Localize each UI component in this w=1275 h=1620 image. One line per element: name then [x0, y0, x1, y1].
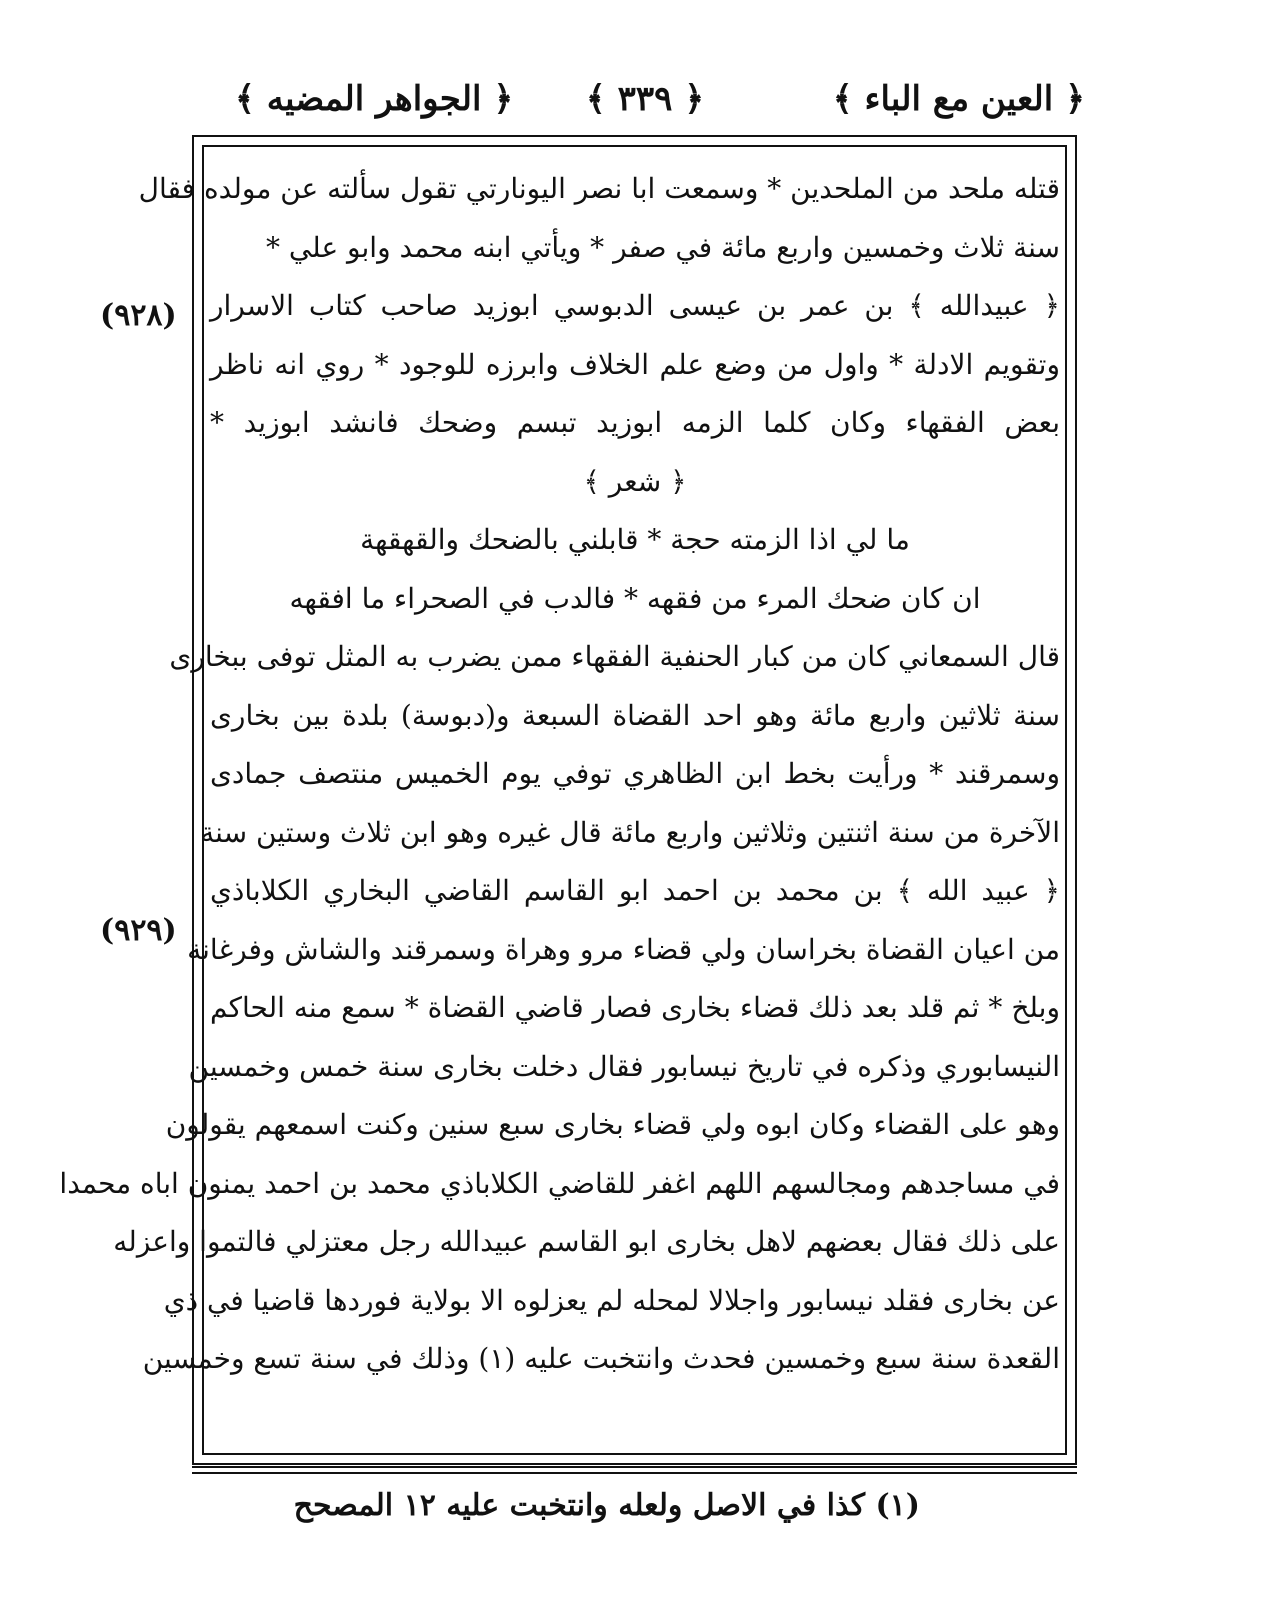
entry-heading-line: ﴿ عبيد الله ﴾ بن محمد بن احمد ابو القاسم القاضي البخاري الكلاباذي	[210, 874, 1060, 907]
poem-verse: ان كان ضحك المرء من فقهه * فالدب في الصحراء ما افقهه	[289, 581, 981, 615]
poem-heading: ﴿ شعر ﴾	[583, 464, 687, 498]
footnote-divider	[192, 1466, 1077, 1468]
footnote-divider	[192, 1472, 1077, 1474]
text-line: وسمرقند * ورأيت بخط ابن الظاهري توفي يوم الخميس منتصف جمادى	[210, 757, 1060, 790]
text-line: وتقويم الادلة * واول من وضع علم الخلاف وابرزه للوجود * روي انه ناظر	[210, 347, 1060, 381]
text-line: على ذلك فقال بعضهم لاهل بخارى ابو القاسم عبيدالله رجل معتزلي فالتموا واعزله	[113, 1225, 1060, 1258]
text-line: الآخرة من سنة اثنتين وثلاثين واربع مائة قال غيره وهو ابن ثلاث وستين سنة	[200, 815, 1060, 849]
running-header	[205, 78, 1085, 130]
entry-number-929: (٩٢٩)	[100, 913, 177, 948]
text-line: وهو على القضاء وكان ابوه ولي قضاء بخارى سبع سنين وكنت اسمعهم يقولون	[165, 1108, 1060, 1141]
poem-verse: ما لي اذا الزمته حجة * قابلني بالضحك والقهقهة	[360, 523, 910, 556]
entry-heading-line: ﴿ عبيدالله ﴾ بن عمر بن عيسى الدبوسي ابوزيد صاحب كتاب الاسرار	[210, 289, 1060, 322]
footnote: (١) كذا في الاصل ولعله وانتخبت عليه ١٢ المصحح	[293, 1488, 920, 1523]
page-number: ﴿ ٣٣٩ ﴾	[585, 79, 705, 119]
text-line: قتله ملحد من الملحدين * وسمعت ابا نصر اليونارتي تقول سألته عن مولده فقال	[138, 172, 1060, 205]
text-line: من اعيان القضاة بخراسان ولي قضاء مرو وهراة وسمرقند والشاش وفرغانة	[187, 932, 1060, 966]
header-chapter-title: ﴿ العين مع الباء ﴾	[832, 79, 1085, 119]
text-line: سنة ثلاثين واربع مائة وهو احد القضاة السبعة و(دبوسة) بلدة بين بخارى	[210, 698, 1060, 732]
text-line: عن بخارى فقلد نيسابور واجلالا لمحله لم يعزلوه الا بولاية فوردها قاضيا في ذي	[163, 1283, 1060, 1317]
entry-number-928: (٩٢٨)	[100, 298, 177, 333]
text-line: قال السمعاني كان من كبار الحنفية الفقهاء ممن يضرب به المثل توفى ببخارى	[169, 640, 1060, 673]
text-line: في مساجدهم ومجالسهم اللهم اغفر للقاضي الكلاباذي محمد بن احمد يمنون اباه محمدا	[59, 1166, 1060, 1200]
text-line: سنة ثلاث وخمسين واربع مائة في صفر * ويأتي ابنه محمد وابو علي *	[265, 230, 1060, 264]
text-line: القعدة سنة سبع وخمسين فحدث وانتخبت عليه (١) وذلك في سنة تسع وخمسين	[142, 1342, 1060, 1375]
text-line: النيسابوري وذكره في تاريخ نيسابور فقال دخلت بخارى سنة خمس وخمسين	[188, 1049, 1060, 1083]
text-line: بعض الفقهاء وكان كلما الزمه ابوزيد تبسم وضحك فانشد ابوزيد *	[210, 406, 1060, 439]
header-book-title: ﴿ الجواهر المضيه ﴾	[235, 79, 514, 119]
text-line: وبلخ * ثم قلد بعد ذلك قضاء بخارى فصار قاضي القضاة * سمع منه الحاكم	[210, 991, 1060, 1024]
